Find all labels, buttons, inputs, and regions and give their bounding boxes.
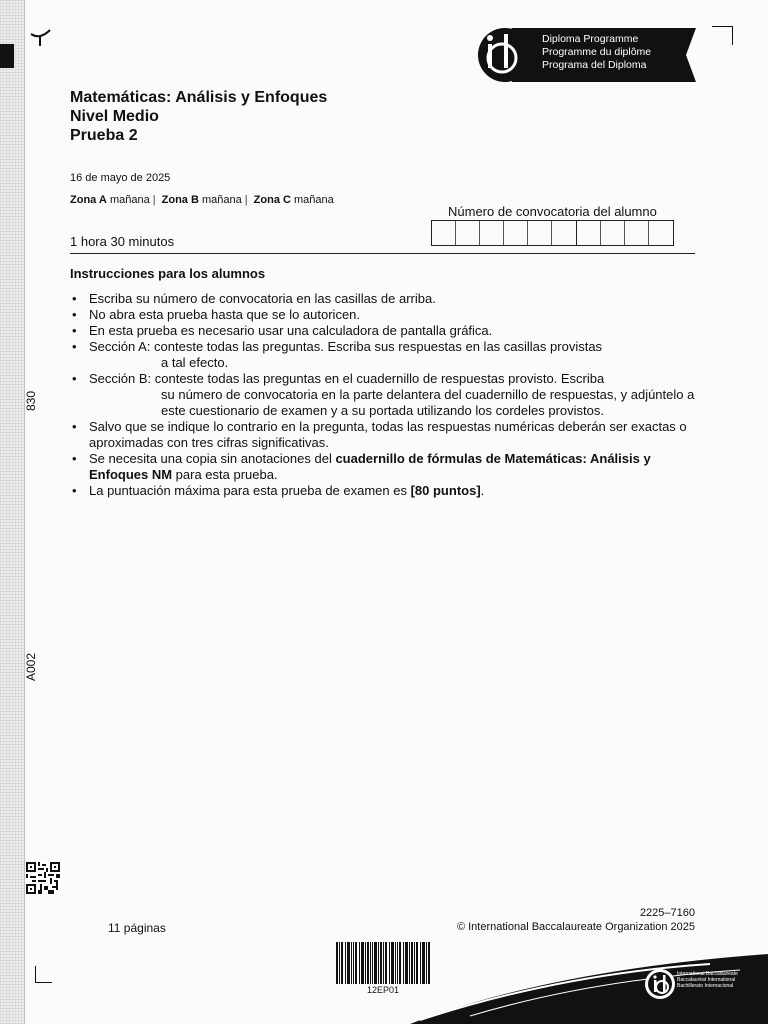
barcode-label: 12EP01 <box>366 985 400 995</box>
exam-date: 16 de mayo de 2025 <box>70 172 171 184</box>
qr-code-icon <box>26 862 60 894</box>
exam-zones: Zona A mañana | Zona B mañana | Zona C mañana <box>70 194 334 206</box>
page-count: 11 páginas <box>108 921 166 935</box>
instruction-item: • La puntuación máxima para esta prueba de examen es [80 puntos]. <box>70 483 700 499</box>
crop-mark-bottom-left <box>35 966 52 983</box>
subject-title: Matemáticas: Análisis y Enfoques <box>70 89 328 106</box>
logo-line-es: Programa del Diploma <box>542 59 647 71</box>
instruction-item: • Escriba su número de convocatoria en las casillas de arriba. <box>70 291 700 307</box>
registration-mark <box>0 44 14 68</box>
scan-margin-strip <box>0 0 24 1024</box>
zone-a-label: Zona A <box>70 194 107 206</box>
level-title: Nivel Medio <box>70 108 159 125</box>
org-line-es: Bachillerato Internacional <box>677 983 734 989</box>
margin-line <box>24 0 25 1024</box>
zone-c-value: mañana <box>294 194 334 206</box>
zone-b-value: mañana <box>201 194 242 206</box>
zone-c-label: Zona C <box>253 194 291 206</box>
candidate-number-label: Número de convocatoria del alumno <box>448 204 657 219</box>
instruction-item: • Sección B: conteste todas las preguntas en el cuadernillo de respuestas provisto. Escriba su número de convocatoria en la parte delantera del cuadernillo de respuestas, y adjúntelo a este cuestionario de examen y a su portada utilizando los cordeles provistos. <box>70 371 700 419</box>
instruction-item: • Se necesita una copia sin anotaciones del cuadernillo de fórmulas de Matemáticas: Análisis y Enfoques NM para esta prueba. <box>70 451 700 483</box>
side-code-830: 830 <box>24 390 38 411</box>
ib-programme-names <box>542 33 651 72</box>
zone-a-value: mañana <box>109 194 150 206</box>
instructions-heading: Instrucciones para los alumnos <box>70 266 266 281</box>
org-line-fr: Baccalauréat International <box>677 977 736 983</box>
paper-title: Prueba 2 <box>70 127 138 144</box>
side-code-a002: A002 <box>24 652 38 681</box>
logo-line-fr: Programme du diplôme <box>542 46 652 58</box>
ib-organisation-names <box>677 971 738 989</box>
exam-title-block <box>70 88 327 145</box>
crop-mark-top-right <box>712 26 733 45</box>
exam-duration: 1 hora 30 minutos <box>70 234 175 249</box>
org-line-en: International Baccalaureate <box>677 971 738 977</box>
instruction-item: • Salvo que se indique lo contrario en la pregunta, todas las respuestas numéricas deberán ser exactas o aproximadas con tres cifras significativas. <box>70 419 700 451</box>
instructions-list <box>70 291 700 499</box>
instruction-item: • Sección A: conteste todas las preguntas. Escriba sus respuestas en las casillas provistas a tal efecto. <box>70 339 700 371</box>
candidate-number-boxes[interactable] <box>431 220 674 246</box>
instruction-item: • En esta prueba es necesario usar una calculadora de pantalla gráfica. <box>70 323 700 339</box>
logo-line-en: Diploma Programme <box>542 33 639 45</box>
header-divider <box>70 253 695 254</box>
corner-tick-icon <box>28 26 54 48</box>
copyright-notice: © International Baccalaureate Organization 2025 <box>456 921 695 933</box>
paper-code: 2225–7160 <box>639 907 695 919</box>
instruction-item: • No abra esta prueba hasta que se lo autoricen. <box>70 307 700 323</box>
zone-b-label: Zona B <box>161 194 199 206</box>
